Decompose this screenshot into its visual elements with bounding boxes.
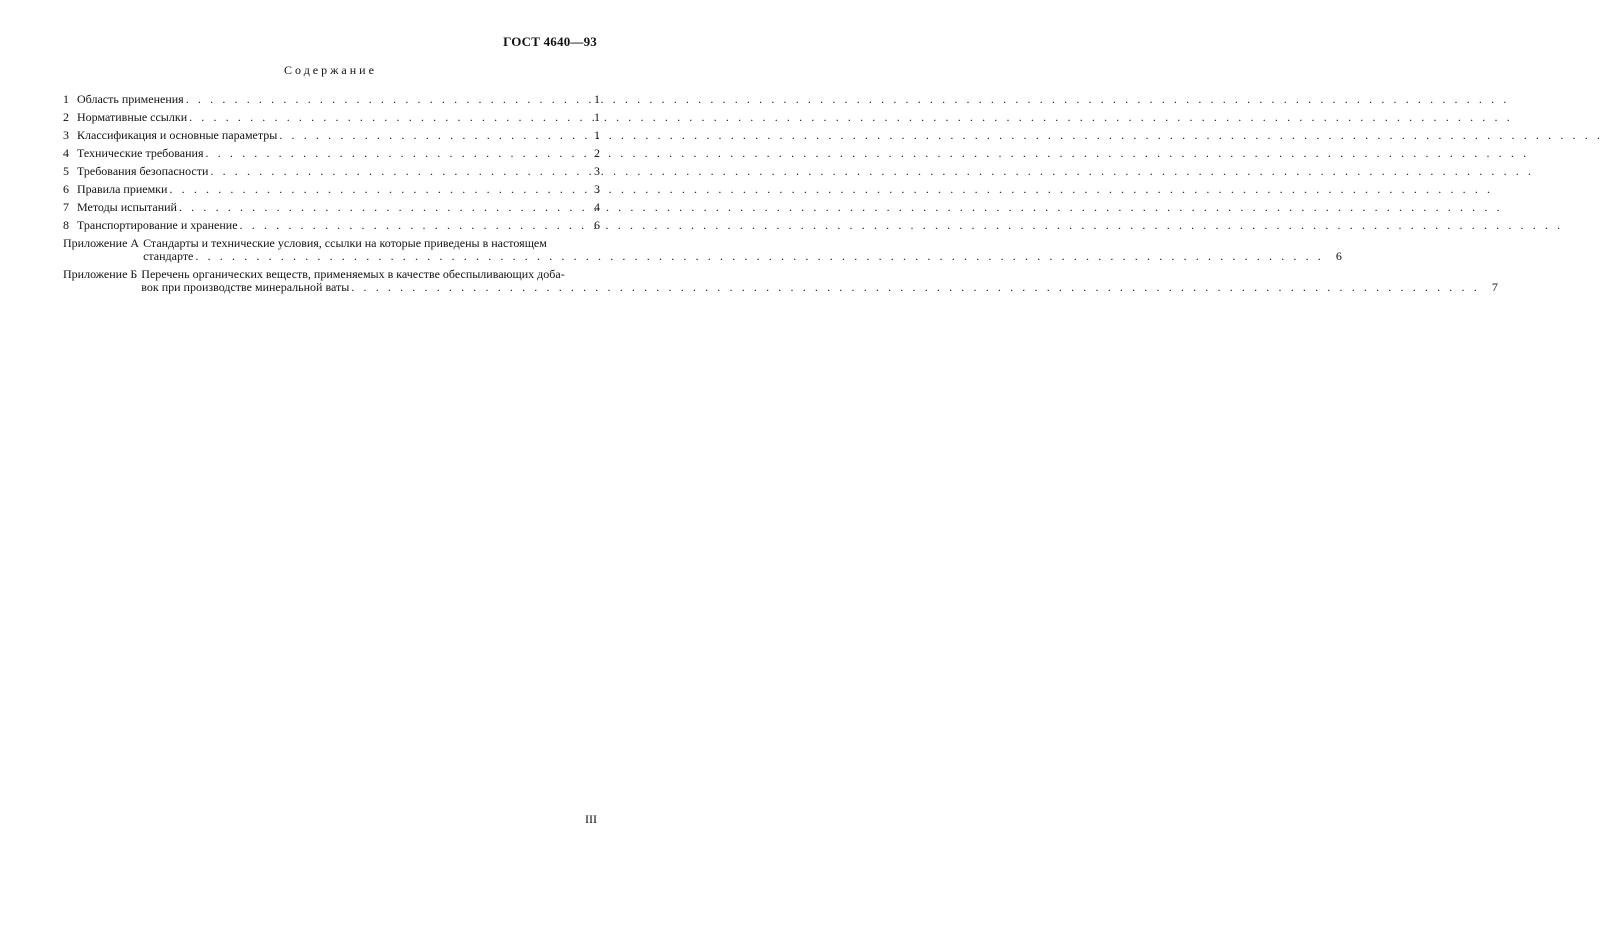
- toc-entry-page: 3: [594, 164, 600, 178]
- toc-entry-label: Нормативные ссылки: [77, 110, 188, 124]
- toc-entry[interactable]: [63, 219, 600, 232]
- toc-entry-label: Транспортирование и хранение: [77, 218, 238, 232]
- toc-entry-number: 5: [63, 164, 69, 178]
- appendix-prefix: Приложение А: [63, 236, 140, 250]
- toc-entry[interactable]: [63, 129, 600, 142]
- toc-entry[interactable]: [63, 183, 600, 196]
- appendix-prefix: Приложение Б: [63, 267, 138, 281]
- toc-entry-number: 2: [63, 110, 69, 124]
- appendix-title-line2-row: [141, 281, 1498, 294]
- appendix-title-line1: Перечень органических веществ, применяемых в качестве обеспыливающих доба-: [141, 267, 565, 281]
- toc-entry-number: 8: [63, 218, 69, 232]
- appendix-body: [143, 237, 1342, 263]
- toc-entry-page: 2: [594, 146, 600, 160]
- document-code: ГОСТ 4640—93: [503, 34, 597, 49]
- table-of-contents: [63, 92, 1498, 299]
- appendix-title-line1: Стандарты и технические условия, ссылки на которые приведены в настоящем: [143, 236, 547, 250]
- toc-entry-label: Правила приемки: [77, 182, 168, 196]
- toc-entry[interactable]: [63, 147, 600, 160]
- toc-leader-dots: [189, 111, 582, 124]
- toc-entry-label: Классификация и основные параметры: [77, 128, 278, 142]
- appendix-title-line2: вок при производстве минеральной ваты: [141, 280, 350, 294]
- toc-appendix-entry[interactable]: [63, 236, 1342, 263]
- toc-entry[interactable]: [63, 165, 600, 178]
- toc-leader-dots: [240, 219, 582, 232]
- toc-entry-label: Область применения: [77, 92, 184, 106]
- toc-entry-number: 6: [63, 182, 69, 196]
- toc-entry-page: 6: [594, 218, 600, 232]
- toc-leader-dots: [205, 147, 582, 160]
- toc-leader-dots: [210, 165, 582, 178]
- appendix-body: [141, 268, 1498, 294]
- toc-title: Содержание: [284, 63, 377, 77]
- toc-entry-page: 4: [594, 200, 600, 214]
- toc-entry-label: Требования безопасности: [77, 164, 209, 178]
- page-number: III: [585, 812, 597, 826]
- toc-leader-dots: [279, 129, 582, 142]
- toc-leader-dots: [195, 250, 1324, 263]
- toc-leader-dots: [169, 183, 582, 196]
- appendix-title-line2: стандарте: [143, 249, 194, 263]
- toc-leader-dots: [179, 201, 582, 214]
- toc-entry-label: Методы испытаний: [77, 200, 177, 214]
- toc-entry-label: Технические требования: [77, 146, 204, 160]
- toc-appendix-entry[interactable]: [63, 267, 1498, 294]
- toc-entry-number: 4: [63, 146, 69, 160]
- toc-entry[interactable]: [63, 93, 600, 106]
- toc-entry-page: 1: [594, 110, 600, 124]
- toc-entry-page: 7: [1491, 280, 1498, 294]
- toc-entry-number: 1: [63, 92, 69, 106]
- appendix-title-line2-row: [143, 250, 1342, 263]
- toc-leader-dots: [186, 93, 582, 106]
- toc-entry-number: 7: [63, 200, 69, 214]
- toc-entry-number: 3: [63, 128, 69, 142]
- toc-entry-page: 1: [594, 92, 600, 106]
- toc-entry[interactable]: [63, 111, 600, 124]
- toc-entry-page: 3: [594, 182, 600, 196]
- toc-leader-dots: [351, 281, 1480, 294]
- toc-entry-page: 6: [1335, 249, 1342, 263]
- toc-entry-page: 1: [594, 128, 600, 142]
- toc-entry[interactable]: [63, 201, 600, 214]
